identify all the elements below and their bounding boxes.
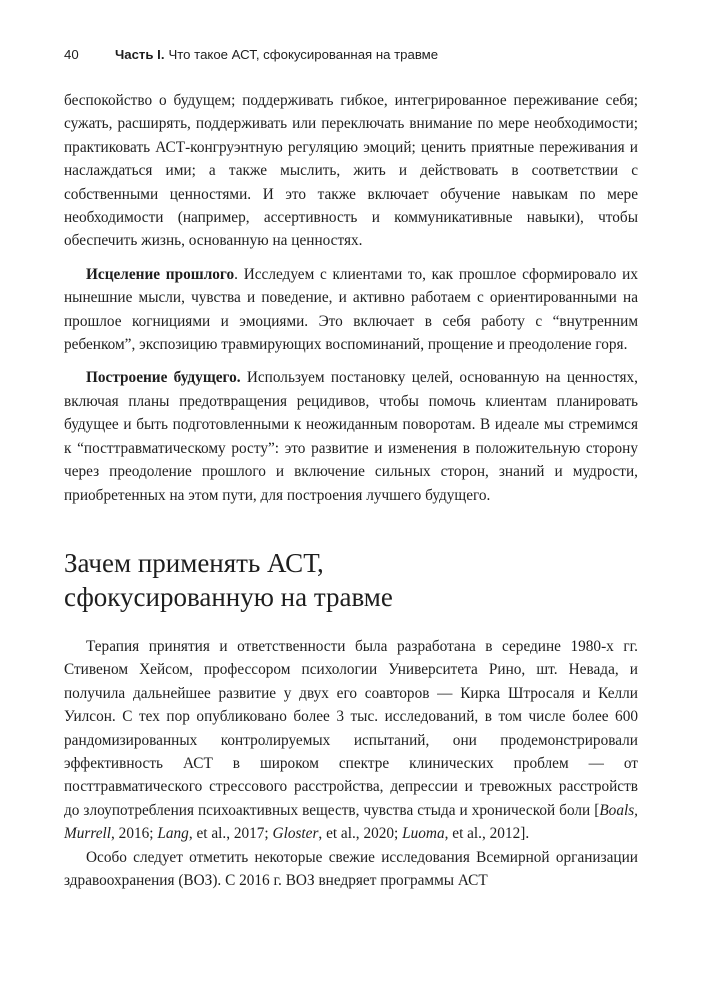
paragraph-lead-healing-past: Исцеление прошлого <box>86 265 235 283</box>
book-page <box>64 46 638 892</box>
paragraph-continuation: беспокойство о будущем; поддерживать гибкое, интегрированное переживание себя; сужать, расширять, поддерживать или переключать внимание по мере необходимости; практиковать АСТ-конгруэнтную регуляцию эмоций; ценить приятные переживания и наслаждаться ими; а также мыслить, жить и действовать в соответствии с собственными ценностями. И это также включает обучение навыкам по мере необходимости (например, ассертивность и коммуникативные навыки), чтобы обеспечить жизнь, основанную на ценностях. <box>64 92 638 250</box>
paragraph-body-building-future: Используем постановку целей, основанную на ценностях, включая планы предотвращения рецидивов, чтобы помочь клиентам планировать будущее и быть подготовленными к неожиданным поворотам. В идеале мы стремимся к “посттравматическому росту”: это развитие и изменения в положительную сторону через преодоление прошлого и включение сильных сторон, знаний и мудрости, приобретенных на этом пути, для построения лучшего будущего. <box>64 369 638 504</box>
section-heading <box>64 546 638 614</box>
paragraph-building-future <box>64 366 638 506</box>
paragraph-lead-building-future: Построение будущего. <box>86 369 241 387</box>
paragraph-body-healing-past: . Исследуем с клиентами то, как прошлое сформировало их нынешние мысли, чувства и поведение, и активно работаем с ориентированными на прошлое когнициями и эмоциями. Это включает в себя работу с “внутренним ребенком”, экспозицию травмирующих воспоминаний, прощение и преодоление горя. <box>64 265 638 354</box>
citation-separator: , 2016; <box>111 825 158 843</box>
part-title: Что такое АСТ, сфокусированная на травме <box>168 47 439 62</box>
citation-luoma: Luoma <box>402 825 445 843</box>
paragraph-act-history <box>64 635 638 846</box>
page-number: 40 <box>64 47 79 62</box>
citation-separator: , et al., 2020; <box>318 825 403 843</box>
part-label: Часть I. <box>115 47 165 62</box>
paragraph-healing-past <box>64 263 638 357</box>
paragraph-body-act-history: Терапия принятия и ответственности была разработана в середине 1980-х гг. Стивеном Хейсом, профессором психологии Университета Рино, шт. Невада, и получила дальнейшее развитие у двух его соавторов — Кирка Штросаля и Келли Уилсон. С тех пор опубликовано более 3 тыс. исследований, в том числе более 600 рандомизированных контролируемых испытаний, они продемонстрировали эффективность АСТ в широком спектре клинических проблем — от посттравматического стрессового расстройства, депрессии и тревожных расстройств до злоупотребления психоактивных веществ, чувства стыда и хронической боли [ <box>64 637 638 819</box>
citation-separator: , et al., 2012]. <box>444 825 530 843</box>
citation-lang: Lang <box>157 825 189 843</box>
running-header <box>64 46 638 64</box>
section-heading-line-1: Зачем применять АСТ, <box>64 547 324 578</box>
citation-separator: , et al., 2017; <box>188 825 273 843</box>
paragraph-who-research: Особо следует отметить некоторые свежие исследования Всемирной организации здравоохранения (ВОЗ). С 2016 г. ВОЗ внедряет программы АСТ <box>64 848 638 889</box>
section-heading-line-2: сфокусированную на травме <box>64 581 393 612</box>
citation-boals-murrell: Boals, Murrell <box>64 801 638 843</box>
citation-gloster: Gloster <box>272 825 319 843</box>
